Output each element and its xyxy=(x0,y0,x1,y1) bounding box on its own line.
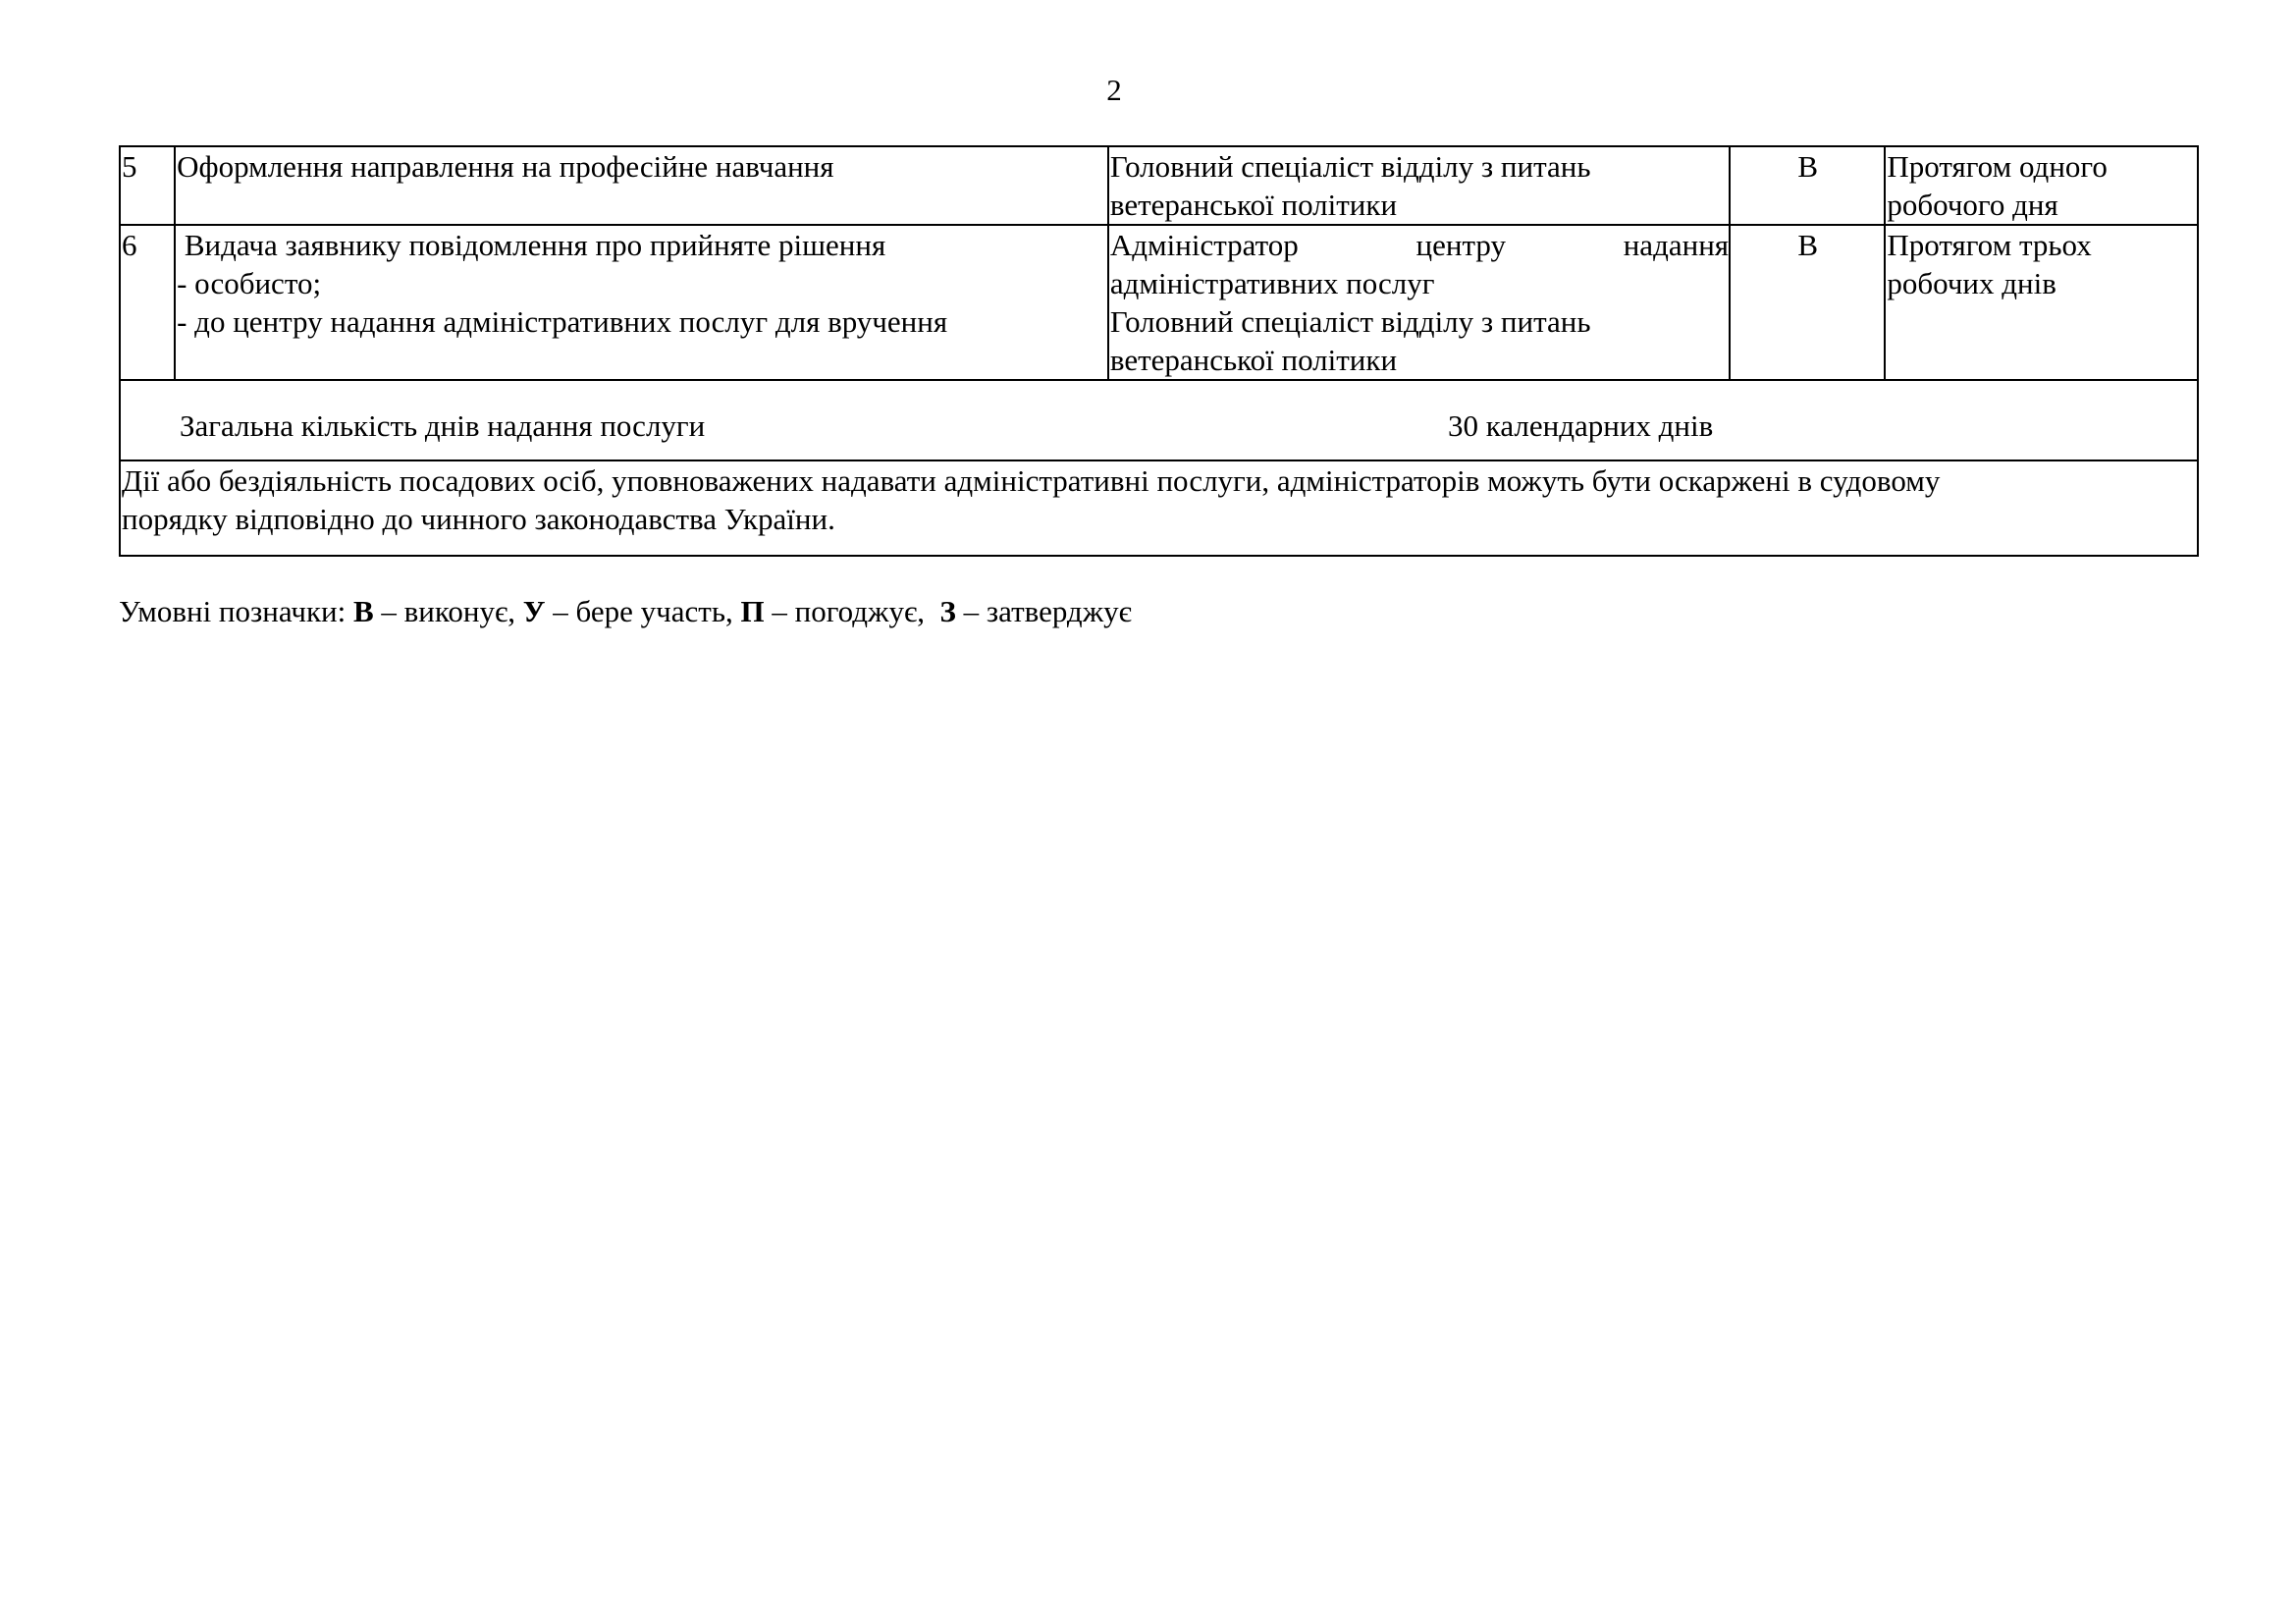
legend-key: У xyxy=(522,594,546,628)
responsible-line: ветеранської політики xyxy=(1109,188,1398,222)
page-number: 2 xyxy=(1106,73,1122,107)
total-row xyxy=(120,380,2198,460)
step-description-line: Оформлення направлення на професійне навчання xyxy=(177,149,834,184)
legend-text: – затверджує xyxy=(955,594,1132,628)
mark-cell: В xyxy=(1730,225,1885,380)
legend xyxy=(119,592,1132,630)
legend-key: П xyxy=(740,594,765,628)
step-number-cell: 5 xyxy=(120,146,175,225)
process-table xyxy=(119,145,2199,557)
step-description-line: - до центру надання адміністративних послуг для вручення xyxy=(177,304,948,339)
step-description-line: Видача заявнику повідомлення про прийняте рішення xyxy=(177,228,886,262)
table-row xyxy=(120,225,2198,380)
mark-cell: В xyxy=(1730,146,1885,225)
legend-prefix: Умовні позначки: xyxy=(119,594,353,628)
legend-key: З xyxy=(939,594,956,628)
term-line: Протягом одного xyxy=(1887,149,2108,184)
term-line: Протягом трьох xyxy=(1887,228,2092,262)
total-cell xyxy=(120,380,2198,460)
term-cell xyxy=(1885,146,2198,225)
term-line: робочих днів xyxy=(1887,266,2056,300)
total-days-label: Загальна кількість днів надання послуги xyxy=(180,408,706,443)
responsible-line: Головний спеціаліст відділу з питань xyxy=(1109,304,1591,339)
appeal-cell xyxy=(120,460,2198,556)
responsible-line-justified xyxy=(1110,226,1729,264)
responsible-cell xyxy=(1108,146,1730,225)
legend-text: – погоджує, xyxy=(764,594,940,628)
appeal-text-line: Дії або бездіяльність посадових осіб, уповноважених надавати адміністративні послуги, адміністраторів можуть бути оскаржені в судовому xyxy=(122,463,1941,498)
responsible-word: Адміністратор xyxy=(1109,228,1299,262)
term-line: робочого дня xyxy=(1887,188,2058,222)
responsible-line: Головний спеціаліст відділу з питань xyxy=(1109,149,1591,184)
legend-text: – бере участь, xyxy=(545,594,741,628)
step-description-cell xyxy=(175,225,1108,380)
table-row xyxy=(120,146,2198,225)
appeal-text-line: порядку відповідно до чинного законодавства України. xyxy=(122,502,835,536)
total-days-value: 30 календарних днів xyxy=(1448,408,1714,443)
term-cell xyxy=(1885,225,2198,380)
responsible-word: надання xyxy=(1623,228,1730,262)
responsible-line: адміністративних послуг xyxy=(1109,266,1435,300)
step-number-cell: 6 xyxy=(120,225,175,380)
responsible-word: центру xyxy=(1415,228,1506,262)
responsible-line: ветеранської політики xyxy=(1109,343,1398,377)
responsible-cell xyxy=(1108,225,1730,380)
step-description-line: - особисто; xyxy=(177,266,322,300)
legend-text: – виконує, xyxy=(373,594,523,628)
appeal-row xyxy=(120,460,2198,556)
step-description-cell xyxy=(175,146,1108,225)
legend-key: В xyxy=(352,594,374,628)
